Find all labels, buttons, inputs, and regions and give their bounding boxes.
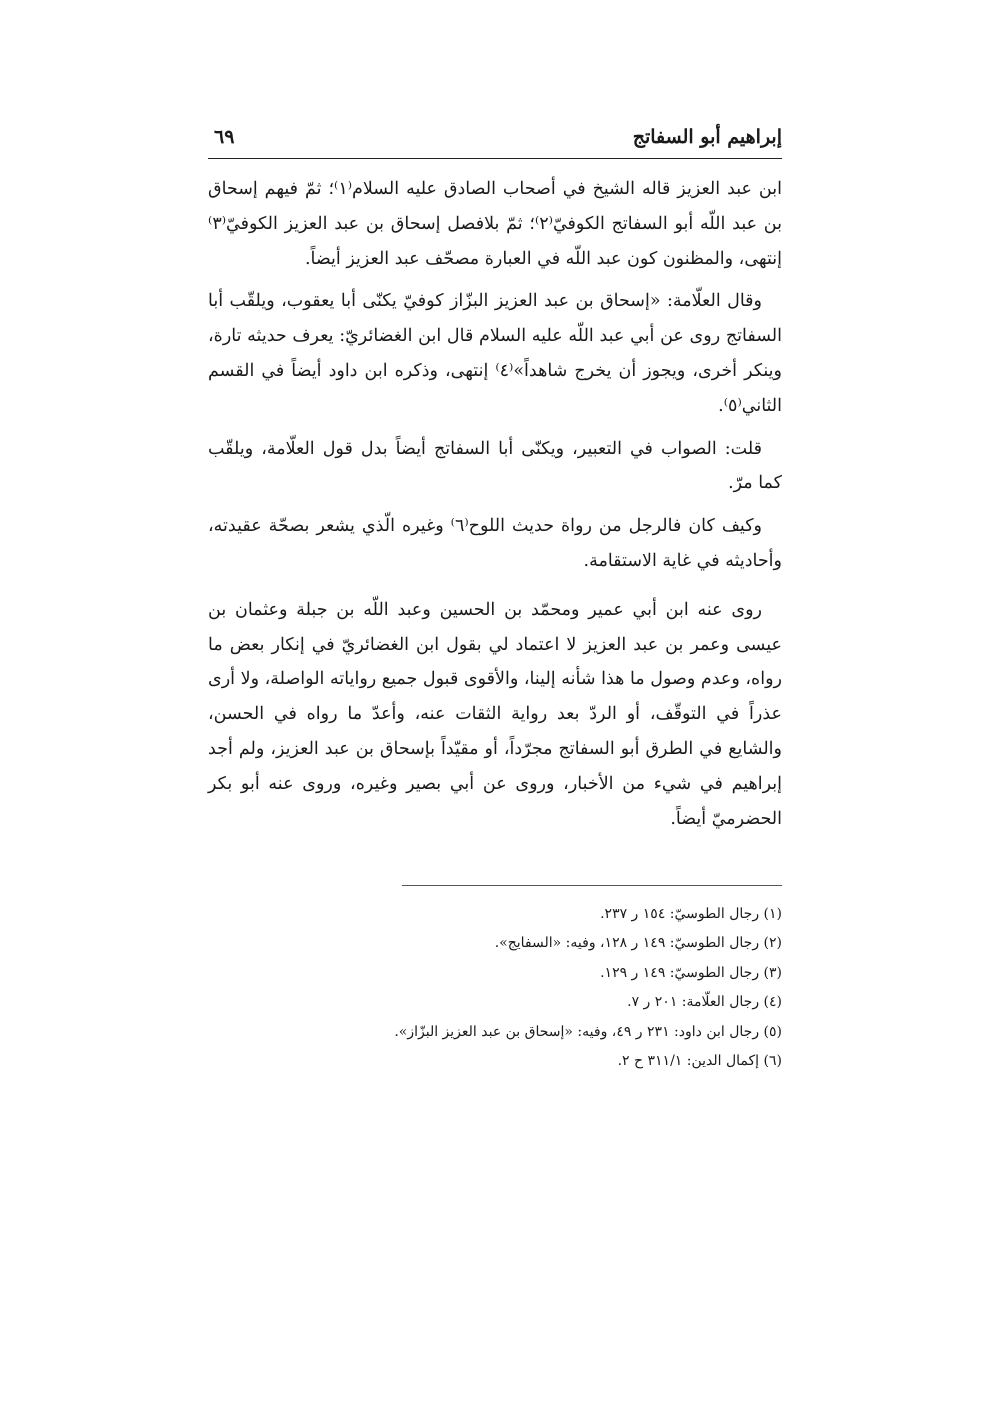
- footnote-item: (٢) رجال الطوسيّ: ١٤٩ ر ١٢٨، وفيه: «السفايج».: [494, 935, 782, 952]
- paragraph: قلت: الصواب في التعبير، ويكنّى أبا السفاتج أيضاً بدل قول العلّامة، ويلقّب كما مرّ.: [208, 438, 782, 494]
- footnote-item: (٥) رجال ابن داود: ٢٣١ ر ٤٩، وفيه: «إسحاق بن عبد العزيز البزّاز».: [394, 1023, 782, 1040]
- paragraph: روى عنه ابن أبي عمير ومحمّد بن الحسين وعبد اللّه بن جبلة وعثمان بن عيسى وعمر بن عبد العزيز لا اعتماد لي بقول ابن الغضائريّ في إنكار بعض ما رواه، وعدم وصول ما هذا شأنه إلينا، والأقوى قبول جميع رواياته الواصلة، ولا أرى عذراً في التوقّف، أو الردّ بعد رواية الثقات عنه، وأعدّ ما رواه في الحسن، والشايع في الطرق أبو السفاتج مجرّداً، أو مقيّداً بإسحاق بن عبد العزيز، ولم أجد إبراهيم في شيء من الأخبار، وروى عن أبي بصير وغيره، وروى عنه أبو بكر الحضرميّ أيضاً.: [208, 599, 782, 829]
- footnote-item: (٤) رجال العلّامة: ٢٠١ ر ٧.: [627, 994, 782, 1011]
- running-title: إبراهيم أبو السفاتج: [632, 126, 782, 148]
- footnotes: [208, 900, 782, 1076]
- footnote-divider: [402, 885, 782, 886]
- footnote-item: (٦) إكمال الدين: ٣١١/١ ح ٢.: [617, 1053, 782, 1070]
- page-number: ٦٩: [214, 126, 235, 148]
- header-divider: [208, 158, 782, 159]
- paragraph: وقال العلّامة: «إسحاق بن عبد العزيز البزّاز كوفيّ يكنّى أبا يعقوب، ويلقّب أبا السفاتج روى عن أبي عبد اللّه عليه السلام قال ابن الغضائريّ: يعرف حديثه تارة، وينكر أخرى، ويجوز أن يخرج شاهداً»⁽٤⁾ إنتهى، وذكره ابن داود أيضاً في القسم الثاني⁽٥⁾.: [208, 291, 782, 416]
- paragraph: ابن عبد العزيز قاله الشيخ في أصحاب الصادق عليه السلام⁽١⁾؛ ثمّ فيهم إسحاق بن عبد اللّه أبو السفاتج الكوفيّ⁽٢⁾؛ ثمّ بلافصل إسحاق بن عبد العزيز الكوفيّ⁽٣⁾ إنتهى، والمظنون كون عبد اللّه في العبارة مصحّف عبد العزيز أيضاً.: [208, 179, 782, 269]
- paragraph: وكيف كان فالرجل من رواة حديث اللوح⁽٦⁾ وغيره الّذي يشعر بصحّة عقيدته، وأحاديثه في غاية الاستقامة.: [208, 516, 782, 571]
- footnote-item: (٣) رجال الطوسيّ: ١٤٩ ر ١٢٩.: [600, 964, 782, 981]
- footnote-item: (١) رجال الطوسيّ: ١٥٤ ر ٢٣٧.: [600, 906, 782, 922]
- main-text: [208, 172, 782, 844]
- page-header: [208, 122, 782, 156]
